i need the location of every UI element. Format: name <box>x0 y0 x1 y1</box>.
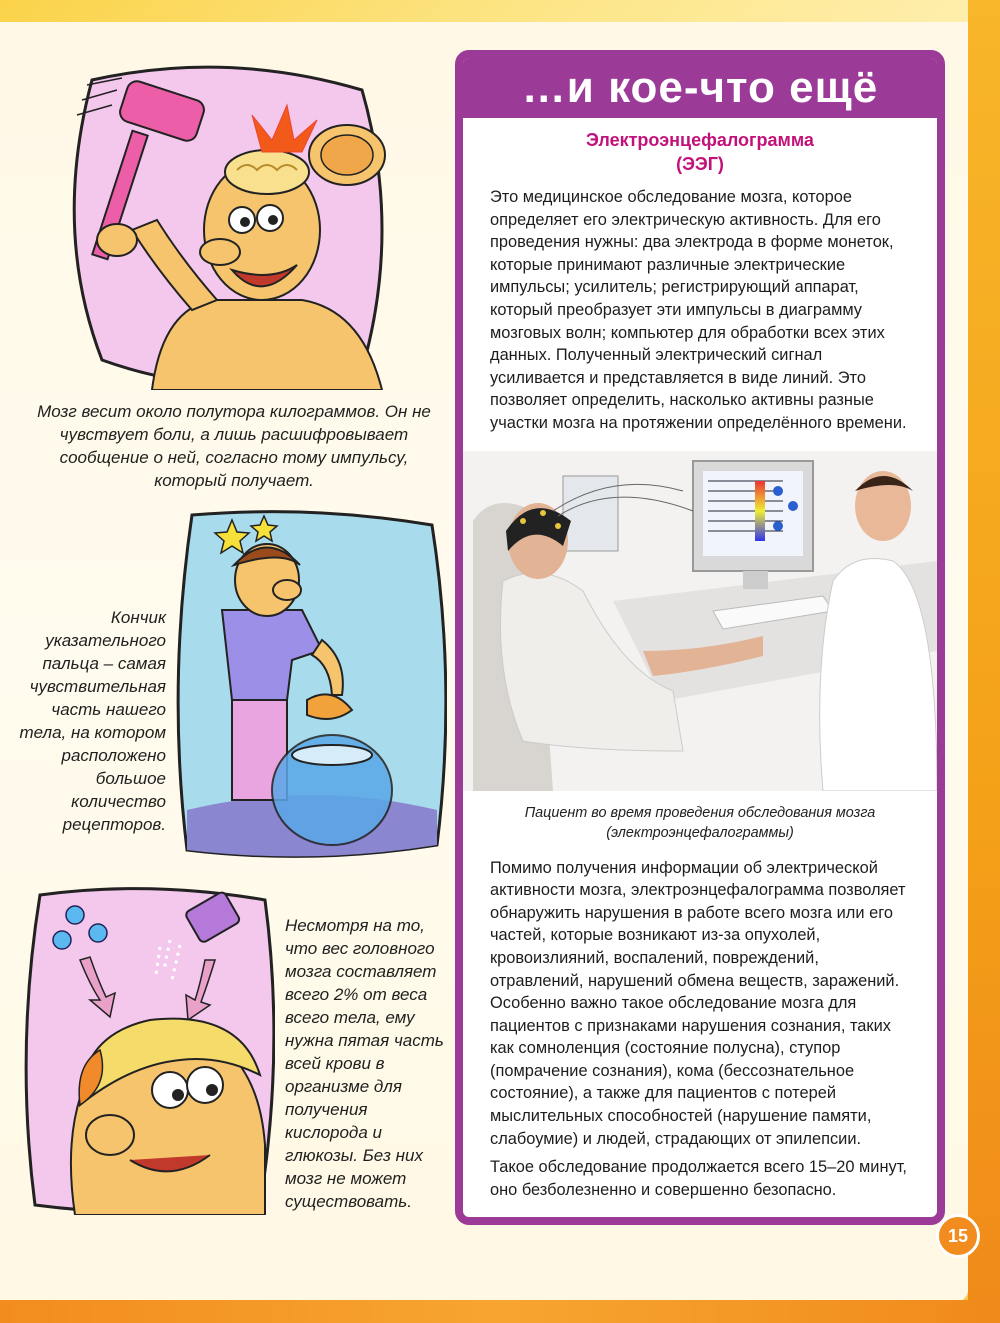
fish-finger-illustration <box>172 510 447 860</box>
page-edge-bottom <box>0 1300 1000 1323</box>
brain-oxygen-illustration <box>20 885 275 1215</box>
eeg-diagnosis-text: Помимо получения информации об электрической активности мозга, электроэнцефалограмма позволяет обнаружить нарушения в работе всего мозга или его частей, которые возникают из-за опухолей, кровоизлияний, воспалений, повреждений, отравлений, нарушений обмена веществ, заражений. Особенно важно такое обследование мозга для пациентов с признаками нарушения сознания, таких как сомноленция (состояние полусна), ступор (помрачение сознания), кома (бессознательное состояние), а также для пациентов с потерей мыслительных способностей (нарушение памяти, слабоумие) и людей, страдающих от эпилепсии. <box>490 858 906 1148</box>
brain-weight-caption: Мозг весит около полутора килограммов. Он не чувствует боли, а лишь расшифровывает сообщение о ней, согласно тому импульсу, который получает. <box>37 402 431 490</box>
blood-share-caption: Несмотря на то, что вес головного мозга составляет всего 2% от веса всего тела, ему нужна пятая часть всей крови в организме для получения кислорода и глюкозы. Без них мозг не может существовать. <box>285 916 444 1211</box>
finger-tip-caption: Кончик указательного пальца – самая чувствительная часть нашего тела, на котором расположено большое количество рецепторов. <box>19 608 166 834</box>
photo-caption-line1: Пациент во время проведения обследования мозга <box>524 804 876 821</box>
eeg-photo <box>463 451 937 791</box>
panel-title <box>463 128 937 176</box>
page-edge-right <box>968 0 1000 1323</box>
page-number: 15 <box>936 1214 980 1258</box>
panel-header: …и кое-что ещё <box>463 58 937 118</box>
eeg-description: Это медицинское обследование мозга, которое определяет его электрическую активность. Для его проведения нужны: два электрода в форме монеток, которые принимают различные электрические импульсы; усилитель; регистрирующий аппарат, который преобразует эти импульсы в диаграмму мозговых волн; компьютер для обработки всех этих данных. Полученный электрический сигнал усиливается и представляется в виде линий. Это позволяет определить, насколько активны разные участки мозга на протяжении определённого времени. <box>490 188 907 432</box>
info-panel <box>455 50 945 1225</box>
panel-title-line2: (ЭЭГ) <box>676 154 724 174</box>
photo-caption-line2: (электроэнцефалограммы) <box>606 824 794 841</box>
hammer-head-illustration <box>62 60 392 390</box>
eeg-duration-text: Такое обследование продолжается всего 15–20 минут, оно безболезненно и совершенно безопасно. <box>490 1158 907 1199</box>
photo-caption <box>463 803 937 843</box>
panel-title-line1: Электроэнцефалограмма <box>586 130 814 150</box>
